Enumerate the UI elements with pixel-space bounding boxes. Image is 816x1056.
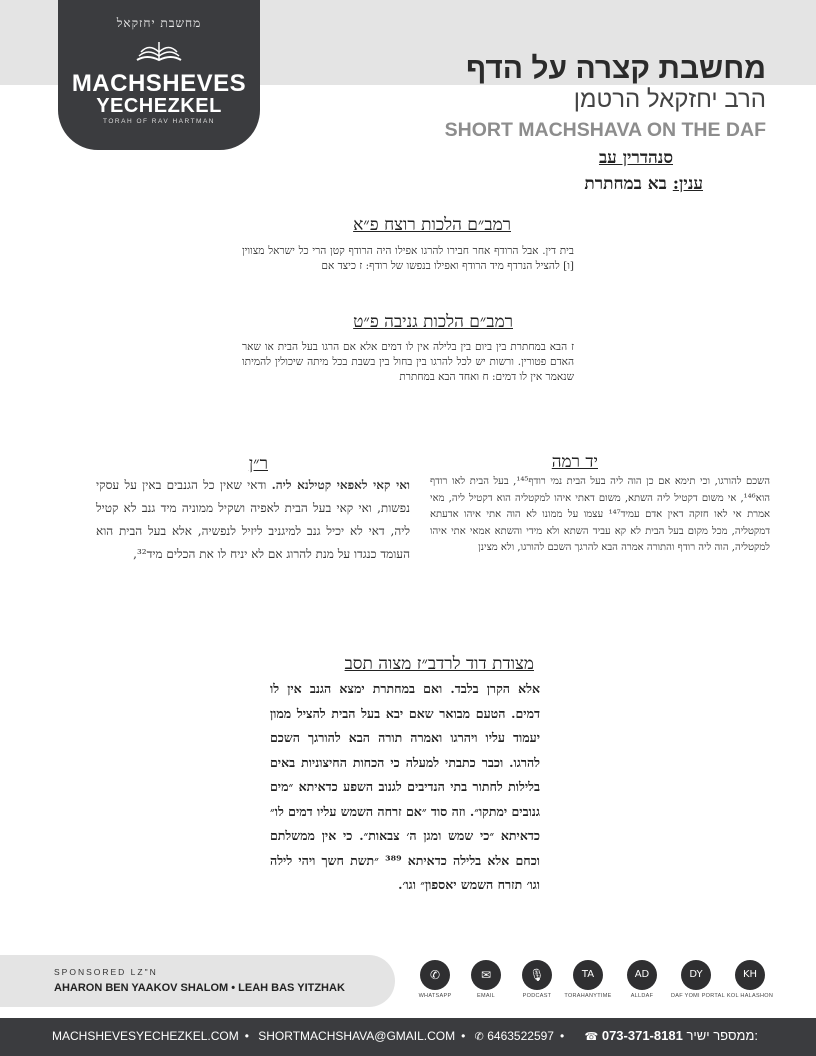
whatsapp-small-icon: ✆: [474, 1030, 484, 1043]
section-title-ran: ר״ן: [248, 454, 268, 474]
whatsapp-number[interactable]: 6463522597: [487, 1029, 554, 1043]
logo-hebrew: מחשבת יחזקאל: [116, 16, 202, 30]
page-title: מחשבת קצרה על הדף: [465, 52, 766, 85]
link-alldaf[interactable]: [617, 960, 667, 999]
ran-body: ודאי שאין כל הגנבים באין על עסקי נפשות, ואי קאי בעל הבית לאפיה ושקיל ממוניה מיד גנב לא קטיל ליה, דאי לא יכיל גנב למיגניב ליזיל לנפשיה, אלא בעל הבית הוא העומד כנגדו על מנת להרוג אם לא יניח לו את הכלים מיד³²,: [96, 478, 410, 561]
email-icon: ✉: [471, 960, 501, 990]
section-text-rambam-geneiva: ז הבא במחתרת בין ביום בין בלילה אין לו דמים אלא אם הרגו בעל הבית או שאר האדם פטורין. ורשות יש לכל להרגו בין בחול בין בשבת בכל מיתה שיכולין להמיתו שנאמר אין לו דמים: ח ואחד הבא במחתרת: [242, 341, 574, 383]
link-whatsapp[interactable]: [410, 960, 460, 999]
alldaf-icon: AD: [627, 960, 657, 990]
podcast-icon: 🎙: [522, 960, 552, 990]
topic-label: ענין:: [672, 174, 703, 194]
section-title-rambam-geneiva: רמב״ם הלכות גניבה פ״ט: [353, 312, 513, 332]
link-label: DAF YOMI PORTAL: [671, 993, 726, 999]
english-title: SHORT MACHSHAVA ON THE DAF: [444, 119, 766, 141]
section-text-yad-rama: השכם להורגו, וכי תימא אם כן הוה ליה בעל הבית נמי רודף¹⁴⁵, בעל הבית לאו רודף הוא¹⁴⁶, אי משום דקטיל ליה השתא, משום דאתי איהו למקטליה הוא דקטיל ליה, מאי אמרת אי לאו חזקה דאין אדם עמיד¹⁴⁷ עצמו על ממונו לא הוה אתי איהו אדעתא דמקטליה, מכל מקום בעל הבית לא קא עביד השתא ולא מידי והשתא אמאי אתי איהו למקטליה, הוה ליה רודף והתורה אמרה הבא להרגך השכם להורגו, ולא מצינן: [430, 476, 771, 553]
section-title-rambam-rotzeach: רמב״ם הלכות רוצח פ״א: [353, 215, 511, 235]
logo[interactable]: [58, 0, 260, 150]
logo-tagline: TORAH OF RAV HARTMAN: [103, 118, 215, 125]
ran-dibur-hamaschil: ואי קאי לאפאי קטילנא ליה.: [271, 478, 410, 492]
book-icon: [133, 34, 185, 64]
link-label: WHATSAPP: [418, 993, 452, 999]
link-kol-halashon[interactable]: [725, 960, 775, 999]
link-podcast[interactable]: [512, 960, 562, 999]
section-text-ran: [96, 474, 410, 566]
footer-phone: [585, 1028, 758, 1043]
link-daf-yomi-portal[interactable]: [671, 960, 726, 999]
section-text-metzudas-dovid: אלא הקרן בלבד. ואם במחתרת ימצא הגנב אין לו דמים. הטעם מבואר שאם יבא בעל הבית להציל ממון יעמוד עליו ויהרגו ואמרה תורה הבא להורגך השכם להרגו. וכבר כתבתי למעלה כי הכחות החיצוניות באים בלילות לחתור בתי הנדיבים לגנוב השפע כדאיתא ״מים גנובים ימתקו״. וזה סוד ״אם זרחה השמש עליו דמים לו״ כדאיתא ״כי שמש ומגן ה׳ צבאות״. כי אין ממשלתם וכחם אלא בלילה כדאיתא ³⁸⁹ ״תשת חשך ויהי לילה וגו׳ תזרח השמש יאספון״ וגו׳.: [270, 681, 541, 892]
torahanytime-icon: TA: [573, 960, 603, 990]
topic-value: בא במחתרת: [584, 174, 667, 194]
sponsor-label: SPONSORED LZ"N: [54, 967, 158, 977]
section-title-metzudas-dovid: מצודת דוד לרדב״ז מצוה תסב: [344, 654, 534, 674]
phone-label: ממספר ישיר:: [686, 1028, 758, 1043]
sponsor-names: AHARON BEN YAAKOV SHALOM • LEAH BAS YITZHAK: [54, 982, 345, 994]
logo-line2: YECHEZKEL: [96, 95, 222, 117]
link-label: KOL HALASHON: [726, 993, 774, 999]
section-text-rambam-rotzeach: בית דין. אבל הרודף אחר חבירו להרגו אפילו היה הרודף קטן הרי כל ישראל מצווין [ו] להציל הנרדף מיד הרודף ואפילו בנפשו של רודף: ז כיצד אם: [242, 245, 574, 272]
tractate-heading: סנהדרין עב: [598, 148, 673, 168]
link-torahanytime[interactable]: [563, 960, 613, 999]
section-title-yad-rama: יד רמה: [551, 452, 598, 472]
link-label: ALLDAF: [630, 993, 654, 999]
link-email[interactable]: [461, 960, 511, 999]
link-label: PODCAST: [522, 993, 552, 999]
footer: [0, 1018, 816, 1056]
sponsor-banner: [0, 955, 395, 1007]
daf-yomi-portal-icon: DY: [681, 960, 711, 990]
author-name: הרב יחזקאל הרטמן: [573, 86, 766, 113]
link-label: TORAHANYTIME: [564, 993, 612, 999]
link-label: EMAIL: [476, 993, 495, 999]
link-icons: [410, 960, 780, 1010]
phone-icon: ☎: [584, 1030, 599, 1043]
whatsapp-icon: ✆: [420, 960, 450, 990]
topic-heading: [584, 174, 703, 194]
kol-halashon-icon: KH: [735, 960, 765, 990]
website-link[interactable]: MACHSHEVESYECHEZKEL.COM: [52, 1029, 239, 1043]
footer-contacts: MACHSHEVESYECHEZKEL.COM • SHORTMACHSHAVA@GMAIL.COM • ✆ 6463522597 •: [52, 1029, 565, 1043]
logo-line1: MACHSHEVES: [71, 70, 247, 97]
email-link[interactable]: SHORTMACHSHAVA@GMAIL.COM: [258, 1029, 456, 1043]
phone-number[interactable]: 073-371-8181: [601, 1028, 683, 1043]
